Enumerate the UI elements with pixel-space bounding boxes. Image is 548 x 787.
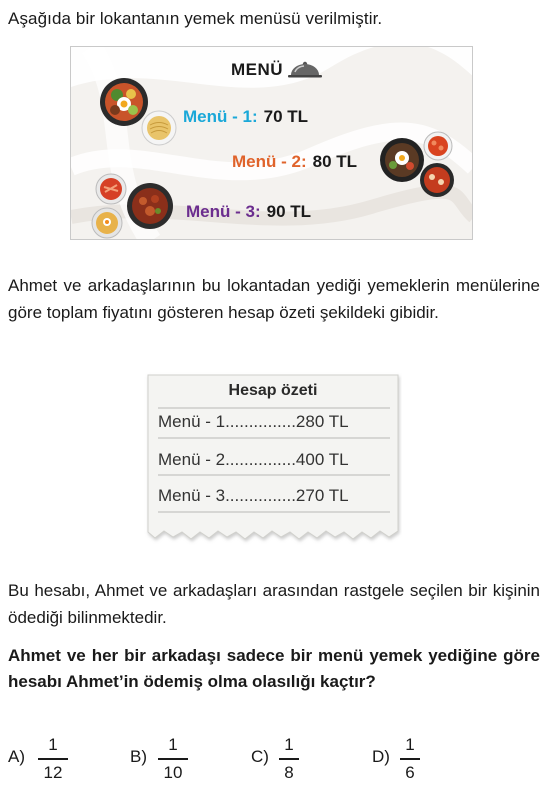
option-b-letter: B): [130, 747, 147, 766]
receipt-line-menu-1: Menü - 1...............280 TL: [158, 412, 349, 431]
option-b-numerator: 1: [168, 735, 178, 754]
red-soup-dish-image: [419, 162, 455, 198]
menu-item-2-name: Menü - 2:: [232, 152, 307, 171]
stir-fry-dish-image: [126, 182, 174, 230]
option-a-letter: A): [8, 747, 25, 766]
question-text: Ahmet ve her bir arkadaşı sadece bir menü yemek yediğine göre hesabı Ahmet’in ödemiş olma olasılığı kaçtır?: [8, 646, 540, 691]
option-a-fraction-bar: [38, 758, 68, 760]
receipt-line-menu-3: Menü - 3...............270 TL: [158, 486, 349, 505]
option-c-denominator: 8: [284, 762, 294, 782]
menu-title: MENÜ: [231, 60, 284, 79]
option-b-fraction-bar: [158, 758, 188, 760]
receipt-title: Hesap özeti: [228, 382, 318, 399]
menu-item-1-price: 70 TL: [263, 107, 309, 126]
option-a-numerator: 1: [48, 735, 58, 754]
intro-text: Aşağıda bir lokantanın yemek menüsü verilmiştir.: [8, 9, 383, 28]
option-b-denominator: 10: [163, 762, 183, 782]
paragraph-receipt-intro: Ahmet ve arkadaşlarının bu lokantadan yediği yemeklerin menülerine göre toplam fiyatını gösteren hesap özeti şekildeki gibidir.: [8, 276, 540, 322]
tomato-dish-image: [423, 131, 453, 161]
paragraph-random-payer: Bu hesabı, Ahmet ve arkadaşları arasından rastgele seçilen bir kişinin ödediği bilinmektedir.: [8, 581, 540, 627]
option-c-fraction-bar: [279, 758, 299, 760]
option-a-fraction: [38, 735, 68, 784]
receipt: [144, 371, 402, 551]
option-c-numerator: 1: [284, 735, 294, 754]
menu-item-3: [186, 202, 311, 222]
option-c-letter: C): [251, 747, 269, 766]
option-d-letter: D): [372, 747, 390, 766]
egg-soup-dish-image: [91, 207, 123, 239]
cloche-icon: [288, 61, 322, 79]
receipt-line-menu-2: Menü - 2...............400 TL: [158, 450, 349, 469]
menu-card: [70, 46, 473, 240]
option-d-denominator: 6: [405, 762, 415, 782]
option-d-fraction: [400, 735, 420, 784]
option-b-fraction: [158, 735, 188, 784]
menu-item-3-price: 90 TL: [266, 202, 312, 221]
option-d-fraction-bar: [400, 758, 420, 760]
menu-item-2-price: 80 TL: [312, 152, 358, 171]
option-c-fraction: [279, 735, 299, 784]
menu-item-1-name: Menü - 1:: [183, 107, 258, 126]
noodle-dish-image: [141, 110, 177, 146]
menu-item-2: [232, 152, 357, 172]
option-a-denominator: 12: [43, 762, 63, 782]
menu-item-3-name: Menü - 3:: [186, 202, 261, 221]
kimchi-dish-image: [95, 173, 127, 205]
menu-item-1: [183, 107, 308, 127]
option-d-numerator: 1: [405, 735, 415, 754]
